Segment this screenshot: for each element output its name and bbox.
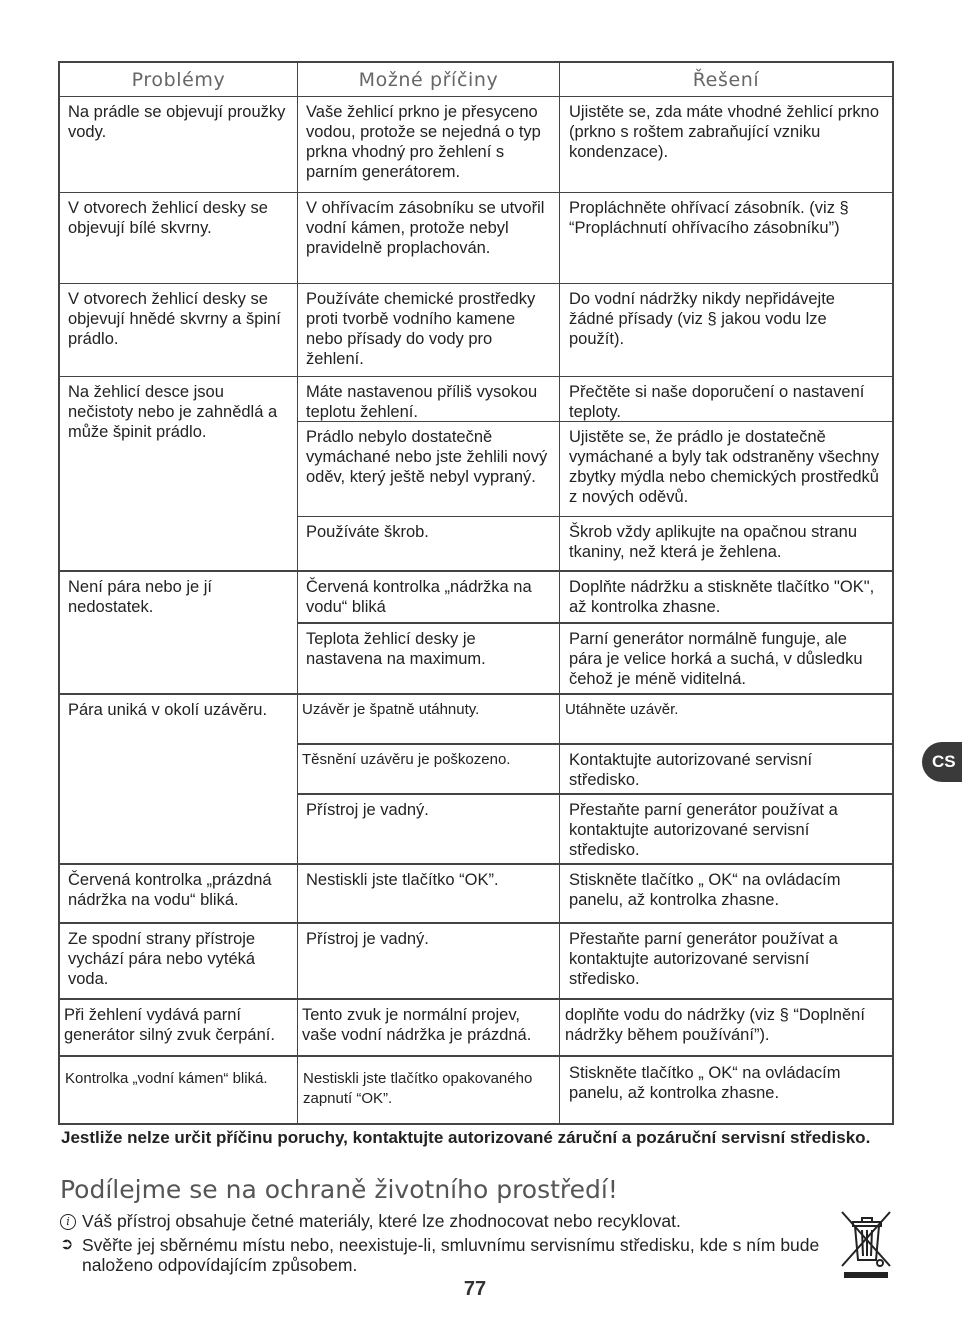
header-problems: Problémy [60, 63, 298, 96]
table-row [60, 865, 892, 924]
solution-cell: doplňte vodu do nádržky (viz § “Doplnění nádržky během používání”). [565, 1006, 865, 1044]
table-row [60, 572, 892, 695]
solution-cell: Doplňte nádržku a stiskněte tlačítko "OK", až kontrolka zhasne. [569, 578, 875, 616]
solution-cell: Ujistěte se, zda máte vhodné žehlicí prkno (prkno s roštem zabraňující vzniku kondenzace). [569, 103, 879, 161]
solution-cell: Přestaňte parní generátor používat a kontaktujte autorizované servisní středisko. [569, 801, 838, 859]
solution-cell: Přečtěte si naše doporučení o nastavení teploty. [569, 383, 865, 421]
table-header [60, 63, 892, 97]
cause-cell: Červená kontrolka „nádržka na vodu“ bliká [298, 572, 560, 622]
solution-cell: Ujistěte se, že prádlo je dostatečně vymáchané a byly tak odstraněny všechny zbytky mýdla nebo chemických prostředků z nových oděvů. [569, 428, 879, 506]
table-row [60, 284, 892, 377]
cause-cell: Vaše žehlicí prkno je přesyceno vodou, protože se nejedná o typ prkna vhodný pro žehlení s parním generátorem. [298, 97, 560, 192]
table-row [60, 97, 892, 193]
cause-cell: V ohřívacím zásobníku se utvořil vodní kámen, protože nebyl pravidelně proplachován. [298, 193, 560, 283]
solution-cell: Utáhněte uzávěr. [565, 701, 679, 718]
language-tab: CS [922, 742, 962, 782]
page-number: 77 [463, 1278, 487, 1300]
problem-cell: V otvorech žehlicí desky se objevují hnědé skvrny a špiní prádlo. [60, 284, 298, 376]
cause-cell: Nestiskli jste tlačítko opakovaného zapnutí “OK”. [298, 1057, 560, 1123]
problem-cell: Není pára nebo je jí nedostatek. [60, 572, 298, 693]
problem-cell: V otvorech žehlicí desky se objevují bílé skvrny. [60, 193, 298, 283]
cause-cell: Nestiskli jste tlačítko “OK”. [298, 865, 560, 922]
cause-cell: Tento zvuk je normální projev, vaše vodní nádržka je prázdná. [298, 1000, 560, 1055]
crossed-bin-icon [838, 1208, 894, 1280]
solution-cell: Propláchněte ohřívací zásobník. (viz § “Propláchnutí ohřívacího zásobníku”) [569, 199, 849, 237]
cause-cell: Používáte chemické prostředky proti tvorbě vodního kamene nebo přísady do vody pro žehlení. [298, 284, 560, 376]
solution-cell: Parní generátor normálně funguje, ale pára je velice horká a suchá, v důsledku čehož je méně viditelná. [569, 630, 863, 688]
troubleshooting-table [58, 61, 894, 1125]
service-note: Jestliže nelze určit příčinu poruchy, kontaktujte autorizované záruční a pozáruční servisní středisko. [61, 1128, 871, 1147]
solution-cell: Do vodní nádržky nikdy nepřidávejte žádné přísady (viz § jakou vodu lze použít). [569, 290, 835, 348]
table-row [60, 377, 892, 572]
environment-line-1 [60, 1211, 820, 1231]
environment-text-1: Váš přístroj obsahuje četné materiály, které lze zhodnocovat nebo recyklovat. [82, 1211, 681, 1231]
cause-cell: Přístroj je vadný. [298, 924, 560, 998]
solution-cell: Stiskněte tlačítko „ OK“ na ovládacím panelu, až kontrolka zhasne. [569, 871, 841, 909]
problem-cell: Ze spodní strany přístroje vychází pára nebo vytéká voda. [60, 924, 298, 998]
arrow-icon: ➲ [60, 1236, 74, 1253]
solution-cell: Stiskněte tlačítko „ OK“ na ovládacím panelu, až kontrolka zhasne. [569, 1064, 841, 1102]
table-row [60, 193, 892, 284]
environment-title: Podílejme se na ochraně životního prostředí! [60, 1175, 618, 1204]
cause-cell: Prádlo nebylo dostatečně vymáchané nebo jste žehlili nový oděv, který ještě nebyl vypraný. [298, 422, 560, 516]
problem-cell: Při žehlení vydává parní generátor silný zvuk čerpání. [60, 1000, 298, 1055]
cause-cell: Přístroj je vadný. [298, 795, 560, 865]
info-icon: i [60, 1211, 82, 1231]
problem-cell: Pára uniká v okolí uzávěru. [60, 695, 298, 863]
table-row [60, 1057, 892, 1123]
cause-cell: Těsnění uzávěru je poškozeno. [298, 745, 560, 793]
cause-cell: Máte nastavenou příliš vysokou teplotu žehlení. [298, 377, 560, 421]
problem-cell: Na žehlicí desce jsou nečistoty nebo je zahnědlá a může špinit prádlo. [60, 377, 298, 570]
solution-cell: Kontaktujte autorizované servisní středisko. [569, 751, 813, 789]
problem-cell: Na prádle se objevují proužky vody. [60, 97, 298, 192]
header-causes: Možné příčiny [298, 63, 560, 96]
cause-cell: Používáte škrob. [298, 517, 560, 570]
solution-cell: Škrob vždy aplikujte na opačnou stranu tkaniny, než která je žehlena. [569, 523, 858, 561]
table-row [60, 924, 892, 1000]
table-row [60, 695, 892, 865]
environment-line-2 [60, 1235, 820, 1275]
solution-cell: Přestaňte parní generátor používat a kontaktujte autorizované servisní středisko. [569, 930, 838, 988]
problem-cell: Kontrolka „vodní kámen“ bliká. [60, 1057, 298, 1123]
cause-cell: Teplota žehlicí desky je nastavena na maximum. [298, 624, 560, 694]
problem-cell: Červená kontrolka „prázdná nádržka na vodu“ bliká. [60, 865, 298, 922]
environment-text-2: Svěřte jej sběrnému místu nebo, neexistuje-li, smluvnímu servisnímu středisku, kde s ním bude naloženo odpovídajícím způsobem. [82, 1235, 820, 1275]
header-solutions: Řešení [692, 68, 760, 91]
cause-cell: Uzávěr je špatně utáhnuty. [298, 695, 560, 743]
table-row [60, 1000, 892, 1057]
